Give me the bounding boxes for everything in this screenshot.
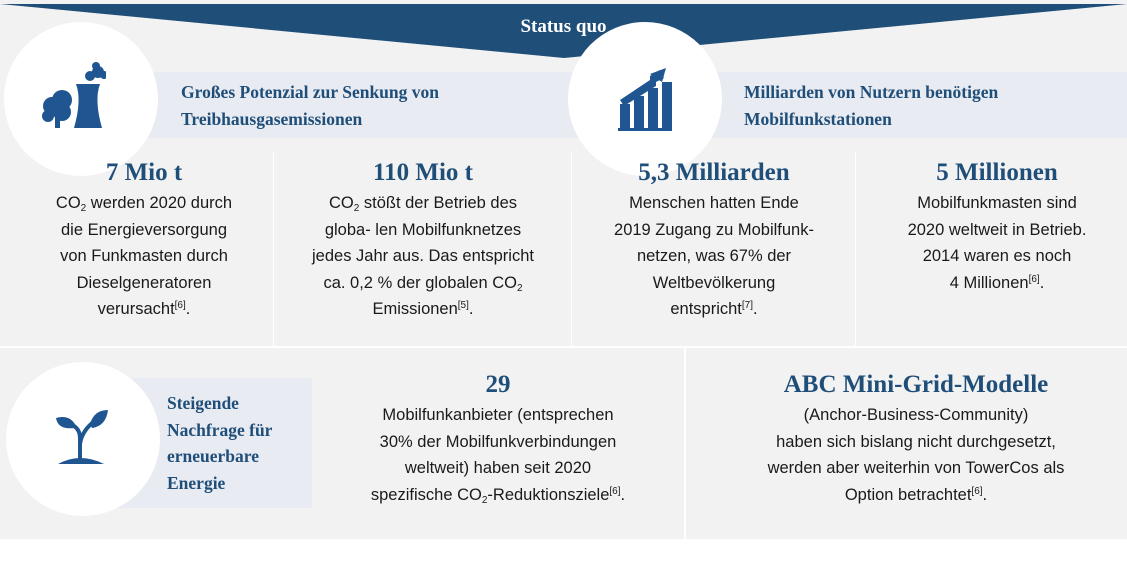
stat-110-mio-t [282,158,564,323]
divider-2 [571,152,572,346]
stat-value: 5 Millionen [936,159,1058,186]
stat-value: 5,3 Milliarden [638,159,790,186]
stat-abc-mini-grid [716,370,1116,508]
label-bottom-left: Steigende Nachfrage für erneuerbare Energie [167,393,273,493]
stat-description: Mobilfunkanbieter (entsprechen 30% der Mobilfunkverbindungen weltweit) haben seit 2020 spezifische $CO_2-Reduktionsziele[6]$. [370,406,626,506]
stat-description: $CO_2$ stößt der Betrieb des globa- len Mobilfunknetzes jedes Jahr aus. Das entspricht ca. 0,2 % der globalen $CO_2$ Emissionen[5]. [312,194,534,318]
divider-4 [684,348,686,539]
stat-description: (Anchor-Business-Community) haben sich bislang nicht durchgesetzt, werden aber weiterhin von TowerCos als Option betrachtet[6]. [767,406,1065,504]
stat-value: 110 Mio t [373,159,473,186]
stat-7-mio-t [14,158,274,323]
stat-description: Menschen hatten Ende 2019 Zugang zu Mobilfunk- netzen, was 67% der Weltbevölkerung entspricht[7]. [614,194,814,318]
bar-chart-growth-icon [616,66,674,132]
label-top-left: Großes Potenzial zur Senkung von Treibhausgasemissionen [181,82,439,129]
banner-title: Status quo [520,16,607,37]
factory-tree-icon [38,62,106,130]
stat-5-millionen [862,158,1127,296]
label-top-right: Milliarden von Nutzern benötigen Mobilfunkstationen [744,82,999,129]
plant-sprout-icon [54,408,108,466]
stat-value: ABC Mini-Grid-Modelle [783,371,1049,398]
stat-description: Mobilfunkmasten sind 2020 weltweit in Betrieb. 2014 waren es noch 4 Millionen[6]. [907,194,1087,292]
stat-5-3-milliarden [578,158,850,323]
stat-value: 29 [485,371,511,398]
stat-29 [348,370,648,508]
stat-value: 7 Mio t [105,159,183,186]
divider-3 [855,152,856,346]
stat-description: $CO_2$ werden 2020 durch die Energieversorgung von Funkmasten durch Dieselgeneratoren verursacht[6]. [55,194,233,318]
